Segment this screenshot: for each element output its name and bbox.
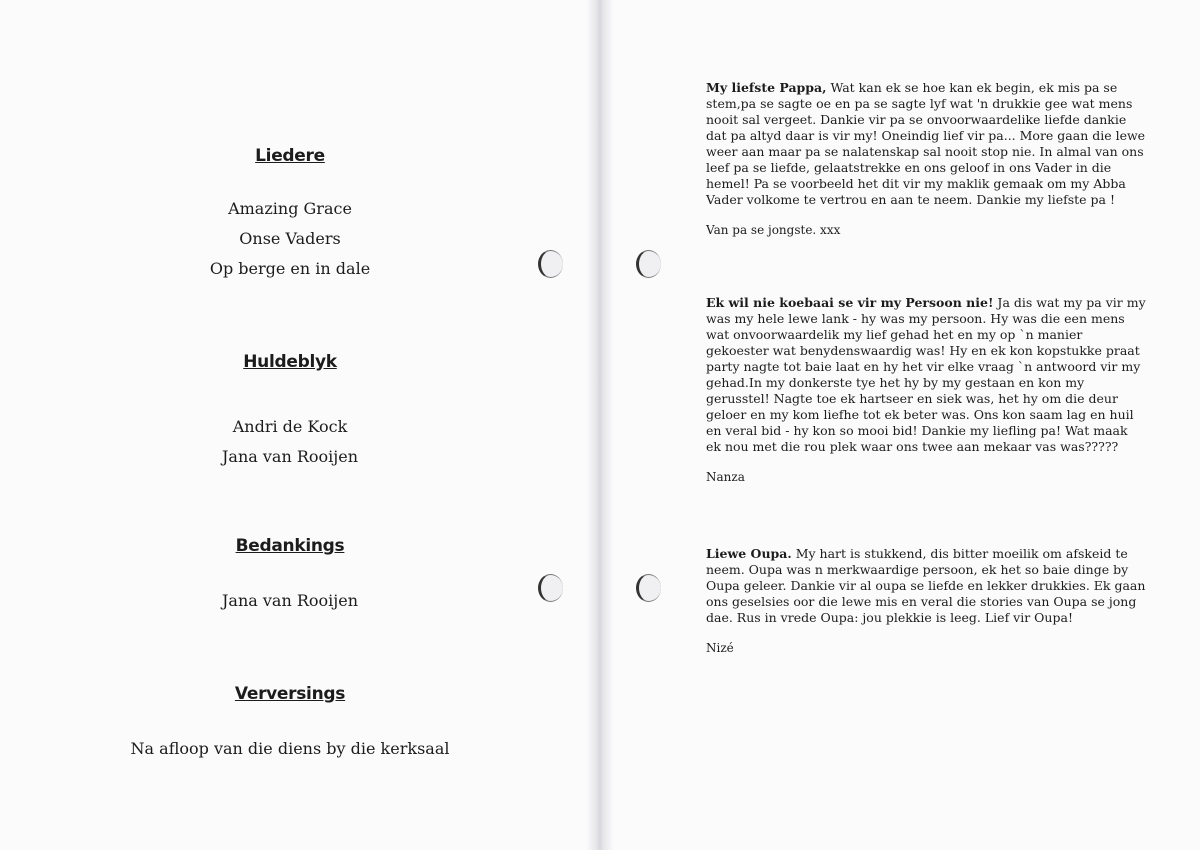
message-body: My hart is stukkend, dis bitter moeilik om afskeid te neem. Oupa was n merkwaardige persoon, ek het so baie dinge by Oupa geleer. Dankie vir al oupa se liefde en lekker drukkies. Ek gaan ons geselsies oor die lewe mis en veral die stories van Oupa se jong dae. Rus in vrede Oupa: jou plekkie is leeg. Lief vir Oupa! — [706, 546, 1146, 625]
message-lead: My liefste Pappa, — [706, 80, 827, 95]
tribute-name: Andri de Kock — [232, 417, 348, 436]
song-line: Op berge en in dale — [209, 259, 371, 278]
song-line: Amazing Grace — [228, 199, 352, 218]
section-heading: Liedere — [255, 146, 325, 166]
message-signature: Nanza — [706, 470, 745, 484]
message-body: Wat kan ek se hoe kan ek begin, ek mis pa se stem,pa se sagte oe en pa se sagte lyf wat 'n drukkie gee wat mens nooit sal vergeet. Dankie vir pa se onvoorwaardelike liefde dankie dat pa altyd daar is vir my! Oneindig lief vir pa... More gaan die lewe weer aan maar pa se nalatenskap sal nooit stop nie. In almal van ons leef pa se liefde, gelaatstrekke en ons geloof in ons Vader in die hemel! Pa se voorbeeld het dit vir my maklik gemaak om my Abba Vader volkome te vertrou en aan te neem. Dankie my liefste pa ! — [706, 80, 1146, 207]
section-heading: Verversings — [234, 684, 346, 704]
message-text — [706, 546, 1146, 626]
section-heading: Bedankings — [235, 536, 345, 556]
section-huldeblyk — [60, 352, 520, 472]
song-line: Onse Vaders — [239, 229, 341, 248]
punch-hole-right-top — [636, 250, 661, 278]
page-fold — [586, 0, 614, 850]
section-heading: Huldeblyk — [243, 352, 337, 372]
message-lead: Ek wil nie koebaai se vir my Persoon nie! — [706, 295, 994, 310]
thanks-name: Jana van Rooijen — [221, 591, 358, 610]
section-liedere — [60, 146, 520, 284]
punch-hole-left-bottom — [538, 574, 563, 602]
message-lead: Liewe Oupa. — [706, 546, 792, 561]
message-2 — [706, 295, 1146, 485]
section-bedankings — [60, 536, 520, 616]
punch-hole-right-bottom — [636, 574, 661, 602]
tribute-name: Jana van Rooijen — [221, 447, 358, 466]
message-1 — [706, 80, 1146, 238]
message-3 — [706, 546, 1146, 656]
refreshments-line: Na afloop van die diens by die kerksaal — [130, 739, 450, 758]
section-verversings — [60, 684, 520, 764]
message-signature: Nizé — [706, 641, 734, 655]
punch-hole-left-top — [538, 250, 563, 278]
message-body: Ja dis wat my pa vir my was my hele lewe lank - hy was my persoon. Hy was die een mens wat onvoorwaardelik my lief gehad het en my op `n manier gekoester wat benydenswaardig was! Hy en ek kon kopstukke praat party nagte tot baie laat en hy het vir elke vraag `n antwoord vir my gehad.In my donkerste tye het hy by my gestaan en kon my gerusstel! Nagte toe ek hartseer en siek was, het hy om die deur geloer en my kom liefhe tot ek beter was. Ons kon saam lag en huil en veral bid - hy kon so mooi bid! Dankie my liefling pa! Wat maak ek nou met die rou plek waar ons twee aan mekaar vas was????? — [706, 295, 1146, 454]
message-signature: Van pa se jongste. xxx — [706, 223, 841, 237]
message-text — [706, 80, 1146, 208]
message-text — [706, 295, 1146, 455]
